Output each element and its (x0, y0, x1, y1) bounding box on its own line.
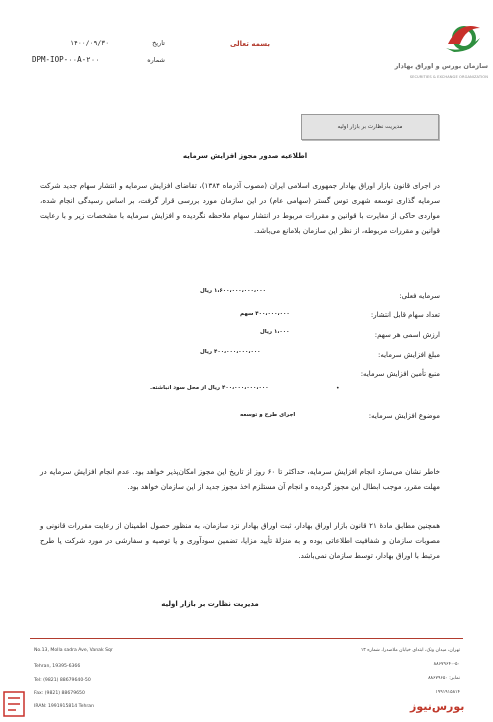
footer-post-fa: ۱۹۹۱۹۱۵۸۱۴ (435, 690, 460, 695)
detail-label-current-capital: سرمایه فعلی: (399, 292, 440, 300)
department-box (301, 114, 439, 140)
detail-label-par-value: ارزش اسمی هر سهم: (374, 331, 440, 339)
footer-address-en: No.13, Molla sadra Ave, Vanak Sqr (34, 648, 113, 653)
number-value: DPM-IOP-۰۰A-۲۰۰ (32, 55, 100, 64)
bullet-icon: • (336, 385, 340, 392)
footer-iran-en: IRAN: 1991915814 Tehran (34, 704, 95, 709)
basmala: بسمه تعالی (229, 40, 271, 48)
detail-label-shares: تعداد سهام قابل انتشار: (370, 311, 440, 319)
stamp-icon (2, 690, 26, 718)
detail-value-source: ۴۰۰،۰۰۰،۰۰۰،۰۰۰ ریال از محل سود انباشته. (150, 385, 269, 391)
detail-label-subject: موضوع افزایش سرمایه: (368, 412, 440, 420)
detail-value-current-capital: ۱،۶۰۰،۰۰۰،۰۰۰،۰۰۰ ریال (200, 288, 266, 294)
seo-logo-icon (376, 14, 486, 64)
signature: مدیریت نظارت بر بازار اولیه (161, 600, 259, 608)
deadline-paragraph: خاطر نشان می‌سازد انجام افزایش سرمایه، حداکثر تا ۶۰ روز از تاریخ این مجوز امکان‌پذیر خواهد بود. عدم انجام افزایش سرمایه در مهلت مقرر، موجب ابطال این مجوز گردیده و انجام آن مستلزم اخذ مجوز جدید از این سازمان خواهد بود. (40, 467, 440, 491)
footer-tel-en: Tel: (9821) 88679640-50 (34, 678, 91, 683)
footer-tel-fa: ۸۸۶۷۹۶۴۰-۵۰ (433, 662, 460, 667)
footer-address-fa: تهران، میدان ونک، ابتدای خیابان ملاصدرا، شماره ۱۳ (360, 648, 460, 653)
detail-label-increase-amount: مبلغ افزایش سرمایه: (378, 351, 440, 359)
detail-label-source: منبع تأمین افزایش سرمایه: (360, 370, 440, 378)
detail-value-par-value: ۱،۰۰۰ ریال (260, 329, 290, 335)
detail-value-shares: ۴۰۰،۰۰۰،۰۰۰ سهم (240, 311, 290, 317)
footer-fax-en: Fax: (9821) 88679650 (34, 691, 85, 696)
disclaimer-paragraph: همچنین مطابق مادهٔ ۲۱ قانون بازار اوراق بهادار، ثبت اوراق بهادار نزد سازمان، به منظور حصول اطمینان از رعایت مقررات قانونی و مصوبات سازمان و شفافیت اطلاعاتی بوده و به منزلهٔ تأیید مزایا، تضمین سودآوری و یا توصیه و سفارشی در مورد شرکت یا طرح مرتبط با اوراق بهادار، توسط سازمان نمی‌باشد. (40, 521, 441, 560)
department-label: مدیریت نظارت بر بازار اولیه (337, 124, 403, 130)
date-label: تاریخ (152, 39, 165, 47)
footer-divider (30, 638, 463, 639)
date-value: ۱۴۰۰/۰۹/۳۰ (70, 39, 110, 47)
footer-fax-fa: نمابر: ۸۸۶۷۹۶۵۰ (428, 676, 460, 681)
detail-value-subject: اجرای طرح و توسعه (240, 412, 296, 418)
page-title: اطلاعیه صدور مجوز افزایش سرمایه (182, 152, 308, 160)
org-name-fa: سازمان بورس و اوراق بهادار (394, 62, 488, 70)
org-name-en: SECURITIES & EXCHANGE ORGANIZATION (409, 75, 488, 79)
detail-value-increase-amount: ۴۰۰،۰۰۰،۰۰۰،۰۰۰ ریال (200, 349, 261, 355)
footer-city-en: Tehran, 19395-6366 (34, 664, 81, 669)
number-label: شماره (147, 56, 165, 64)
watermark: بورس‌نیوز (410, 700, 465, 713)
intro-paragraph: در اجرای قانون بازار اوراق بهادار جمهوری اسلامی ایران (مصوب آذرماه ۱۳۸۴)، تقاضای افزایش سرمایه و انتشار سهام جدید شرکت سرمایه گذاری توسعه شهری توس گستر (سهامی عام) در این سازمان مورد بررسی قرار گرفت، بر اساس رسیدگی انجام شده، مواردی حاکی از مغایرت با قوانین و مقررات مربوط در انتشار سهام ملاحظه نگردیده و افزایش سرمایه با مشخصات زیر و با رعایت قوانین و مقررات مربوطه، از نظر این سازمان بلامانع می‌باشد. (40, 181, 440, 235)
